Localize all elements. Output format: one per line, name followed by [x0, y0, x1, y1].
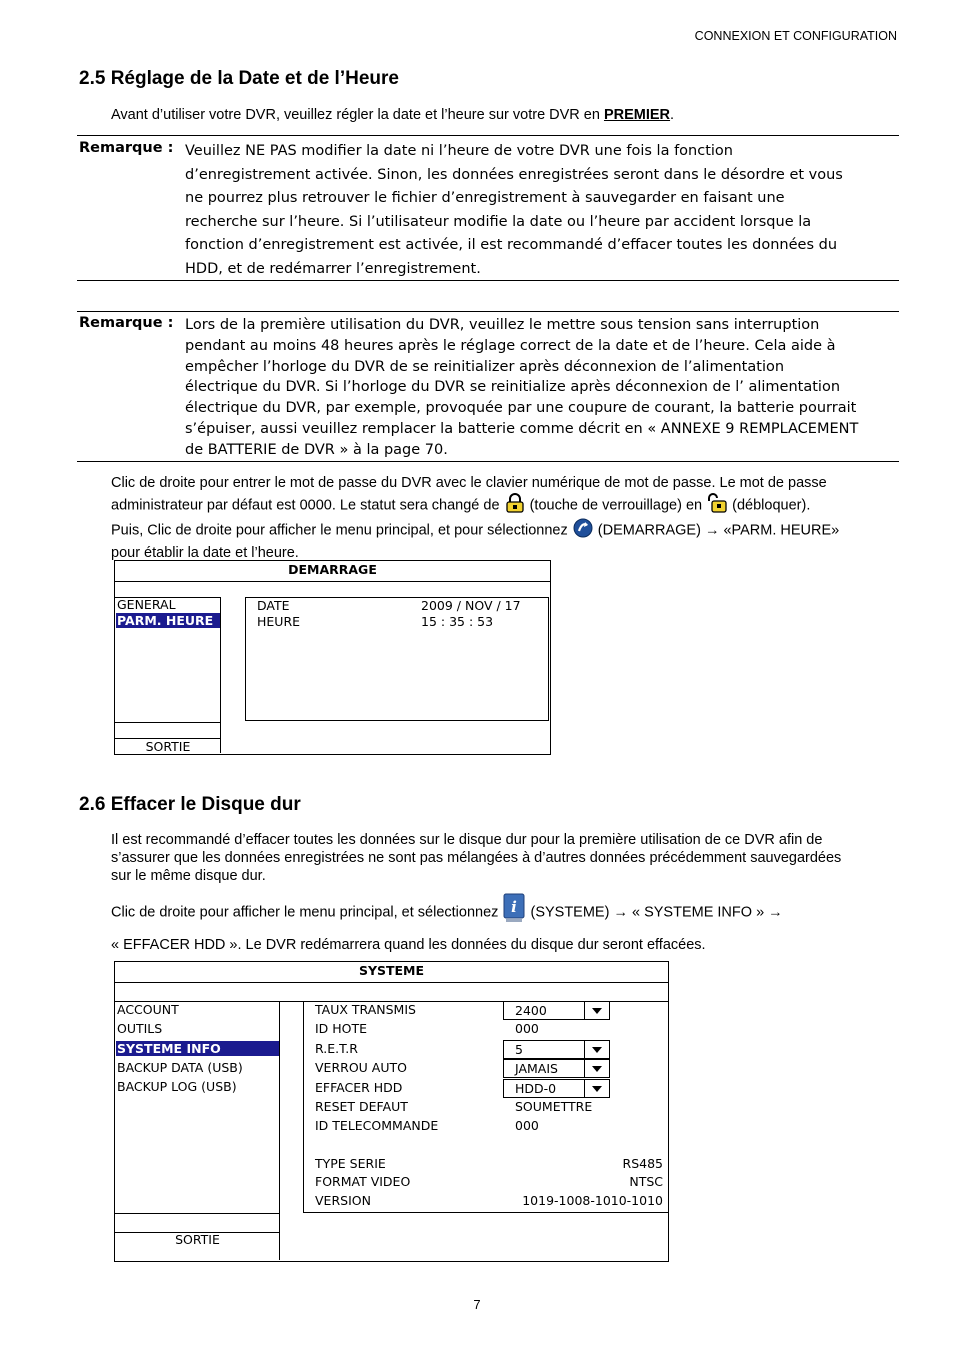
instr-line: [111, 518, 901, 544]
intro-end: .: [670, 107, 675, 123]
host-id-value[interactable]: 000: [515, 1021, 539, 1036]
divider: [115, 581, 550, 582]
baud-rate-dropdown[interactable]: [503, 1001, 610, 1020]
remark-2-text: [185, 315, 899, 461]
instr-line: [111, 893, 901, 932]
setting-label: RESET DEFAUT: [315, 1099, 408, 1114]
instructions-2-6: [111, 893, 901, 958]
remark-2-line: électrique du DVR. Si l’horloge du DVR se reinitialize après déconnexion de l’ alimentation: [185, 379, 841, 396]
remark-1-line: d’enregistrement activée. Sinon, les données enregistrées seront dans le désordre et vous: [185, 166, 843, 183]
time-label: HEURE: [257, 614, 301, 629]
menu-title: DEMARRAGE: [288, 562, 377, 577]
instr-text: (touche de verrouillage) en: [529, 497, 703, 514]
remark-1: [79, 140, 899, 280]
dropdown-value: 5: [515, 1042, 523, 1057]
remark-1-line: recherche sur l’heure. Si l’utilisateur modifie la date ou l’heure par accident lorsque la: [185, 213, 812, 230]
retr-dropdown[interactable]: [503, 1040, 610, 1059]
menu-item-account[interactable]: ACCOUNT: [117, 1002, 179, 1017]
instr-text: (DEMARRAGE) → «PARM. HEURE»: [597, 522, 840, 539]
system-info-icon: [502, 893, 526, 932]
exit-button[interactable]: SORTIE: [145, 739, 191, 754]
startup-icon: [572, 518, 594, 544]
hdd-paragraph: [111, 831, 901, 886]
divider: [220, 597, 221, 753]
divider: [115, 982, 668, 983]
instr-text: Puis, Clic de droite pour afficher le menu principal, et pour sélectionnez: [111, 522, 568, 539]
section-title-2-5: 2.5 Réglage de la Date et de l’Heure: [79, 68, 399, 89]
instr-line: « EFFACER HDD ». Le DVR redémarrera quand les données du disque dur seront effacées.: [111, 937, 706, 953]
systeme-menu: [114, 961, 669, 1262]
setting-label: TAUX TRANSMIS: [315, 1002, 416, 1017]
remark-1-text: [185, 140, 899, 282]
remark-2: [79, 315, 899, 460]
remark-2-line: de BATTERIE de DVR » à la page 70.: [185, 441, 448, 458]
divider: [115, 1213, 280, 1214]
remark-1-line: Veuillez NE PAS modifier la date ni l’heure de votre DVR une fois la fonction: [185, 143, 733, 159]
remark-2-line: Lors de la première utilisation du DVR, veuillez le mettre sous tension sans interruption: [185, 317, 820, 333]
para-line: Il est recommandé d’effacer toutes les données sur le disque dur pour la première utilisation de ce DVR afin de: [111, 832, 823, 848]
dropdown-value: JAMAIS: [515, 1061, 558, 1076]
setting-label: VERROU AUTO: [315, 1060, 407, 1075]
dropdown-value: HDD-0: [515, 1081, 557, 1096]
remark-1-line: fonction d’enregistrement est activée, il est recommandé d’effacer toutes les données du: [185, 237, 838, 254]
instr-text: Clic de droite pour afficher le menu principal, et sélectionnez: [111, 904, 499, 921]
instr-text: (SYSTEME) → « SYSTEME INFO » →: [530, 904, 783, 921]
info-label: VERSION: [315, 1193, 371, 1208]
para-line: s’assurer que les données enregistrées ne sont pas mélangées à d’autres données précédemment sauvegardées: [111, 850, 842, 867]
intro-text: Avant d’utiliser votre DVR, veuillez régler la date et l’heure sur votre DVR en: [111, 107, 604, 123]
setting-label: R.E.T.R: [315, 1041, 358, 1056]
lock-icon: [504, 493, 526, 519]
reset-submit-button[interactable]: SOUMETTRE: [515, 1099, 593, 1114]
chevron-down-icon[interactable]: [584, 1060, 609, 1077]
remark-2-line: s’épuiser, aussi veuillez remplacer la batterie comme décrit en « ANNEXE 9 REMPLACEMENT: [185, 420, 859, 437]
info-label: TYPE SERIE: [315, 1156, 386, 1171]
system-info-panel: [303, 1001, 668, 1213]
auto-lock-dropdown[interactable]: [503, 1059, 610, 1078]
time-panel: [245, 597, 549, 721]
remark-2-line: empêcher l’horloge du DVR de se reinitializer après déconnexion de l’alimentation: [185, 358, 785, 375]
intro-paragraph: [111, 106, 901, 125]
setting-label: ID TELECOMMANDE: [315, 1118, 439, 1133]
instr-line: pour établir la date et l’heure.: [111, 544, 299, 561]
remark-2-label: Remarque :: [79, 315, 174, 331]
menu-item-system-info[interactable]: SYSTEME INFO: [116, 1041, 279, 1056]
svg-text:i: i: [511, 898, 518, 916]
demarrage-menu: [114, 560, 551, 755]
menu-title: SYSTEME: [358, 963, 425, 978]
date-value[interactable]: 2009 / NOV / 17: [421, 598, 521, 613]
divider: [279, 1001, 280, 1260]
remote-id-value[interactable]: 000: [515, 1118, 539, 1133]
instr-line: Clic de droite pour entrer le mot de passe du DVR avec le clavier numérique de mot de passe. Le mot de passe: [111, 475, 827, 491]
instructions-2-5: [111, 474, 901, 562]
chevron-down-icon[interactable]: [584, 1041, 609, 1058]
remark-1-line: HDD, et de redémarrer l’enregistrement.: [185, 260, 481, 277]
info-value: NTSC: [629, 1174, 663, 1189]
rule-top-remark1: [77, 135, 899, 136]
page-number: 7: [473, 1297, 481, 1312]
remark-1-label: Remarque :: [79, 140, 174, 156]
rule-bottom-remark2: [77, 461, 899, 462]
instr-line: [111, 493, 901, 519]
menu-item-tools[interactable]: OUTILS: [117, 1021, 163, 1036]
menu-item-time-setup[interactable]: PARM. HEURE: [116, 613, 220, 628]
intro-emphasis: PREMIER: [603, 107, 671, 123]
dropdown-value: 2400: [515, 1003, 547, 1018]
info-value: 1019-1008-1010-1010: [522, 1193, 663, 1208]
rule-bottom-remark1: [77, 280, 899, 281]
instr-text: administrateur par défaut est 0000. Le statut sera changé de: [111, 497, 500, 514]
setting-label: EFFACER HDD: [315, 1080, 403, 1095]
chevron-down-icon[interactable]: [584, 1002, 609, 1019]
setting-label: ID HOTE: [315, 1021, 368, 1036]
instr-text: (débloquer).: [732, 497, 811, 514]
remark-1-line: ne pourrez plus retrouver le fichier d’enregistrement à sauvegarder en faisant une: [185, 190, 785, 207]
rule-top-remark2: [77, 311, 899, 312]
exit-button[interactable]: SORTIE: [175, 1232, 220, 1247]
menu-item-general[interactable]: GENERAL: [117, 597, 176, 612]
remark-2-line: électrique du DVR, par exemple, provoquée par une coupure de courant, la batterie pourrait: [185, 400, 857, 417]
divider: [115, 722, 221, 723]
unlock-icon: [706, 493, 728, 519]
running-header: CONNEXION ET CONFIGURATION: [694, 29, 897, 43]
menu-item-backup-log[interactable]: BACKUP LOG (USB): [117, 1079, 237, 1094]
chevron-down-icon[interactable]: [584, 1080, 609, 1097]
clear-hdd-dropdown[interactable]: [503, 1079, 610, 1098]
info-value: RS485: [622, 1156, 663, 1171]
section-title-2-6: 2.6 Effacer le Disque dur: [79, 794, 301, 815]
time-value[interactable]: 15 : 35 : 53: [421, 614, 494, 629]
date-label: DATE: [257, 598, 290, 613]
remark-2-line: pendant au moins 48 heures après le réglage correct de la date et de l’heure. Cela aide à: [185, 337, 836, 354]
info-label: FORMAT VIDEO: [315, 1174, 411, 1189]
menu-item-backup-data[interactable]: BACKUP DATA (USB): [117, 1060, 243, 1075]
para-line: sur le même disque dur.: [111, 868, 266, 885]
